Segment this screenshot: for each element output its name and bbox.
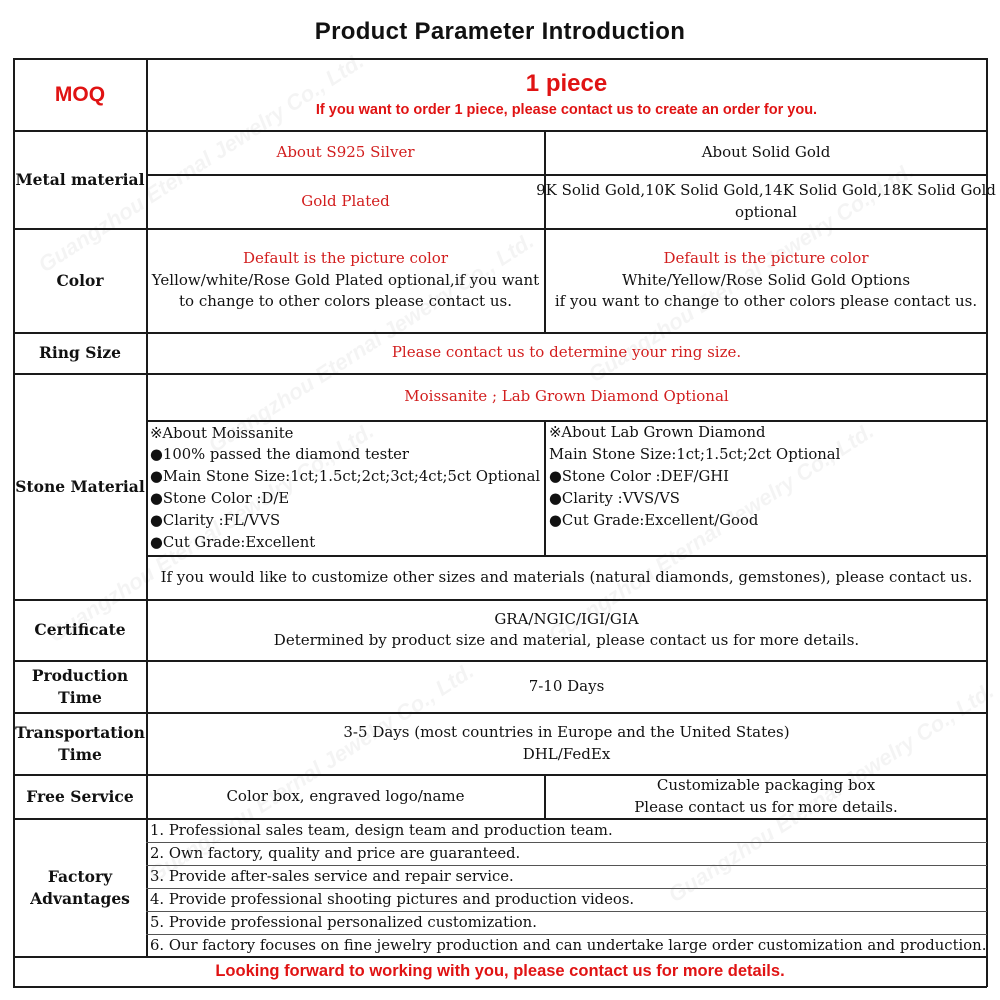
factory-label-line: Factory [47, 867, 113, 886]
lab-diamond-line: ●Cut Grade:Excellent/Good [549, 512, 759, 529]
footer-note: Looking forward to working with you, please contact us for more details. [215, 961, 785, 980]
moissanite-line: ●Main Stone Size:1ct;1.5ct;2ct;3ct;4ct;5ct Optional [150, 468, 541, 486]
footer-cell [14, 957, 986, 986]
moq-label-cell [14, 59, 146, 130]
transport-label-line: Time [58, 744, 102, 764]
color-silver-cell [147, 229, 544, 332]
moissanite-details [147, 421, 544, 555]
moissanite-line: ●100% passed the diamond tester [150, 446, 410, 464]
lab-diamond-line: ※About Lab Grown Diamond [549, 424, 766, 441]
color-gold-line: White/Yellow/Rose Solid Gold Options [621, 270, 911, 289]
production-label-line: Production [31, 666, 129, 685]
moq-value: 1 piece [525, 69, 608, 97]
color-silver-line: Yellow/white/Rose Gold Plated optional,if you want [151, 270, 540, 289]
transport-carriers: DHL/FedEx [522, 744, 611, 763]
gold-karat-line: 9K Solid Gold,10K Solid Gold,14K Solid Gold,18K Solid Gold [536, 181, 996, 199]
transport-time-label [14, 713, 146, 774]
gold-karat-options [536, 175, 996, 228]
color-label: Color [56, 270, 104, 290]
moissanite-line: ※About Moissanite [150, 424, 294, 442]
moissanite-line: ●Stone Color :D/E [150, 490, 290, 507]
free-service-right [546, 775, 986, 818]
list-item: 2. Own factory, quality and price are guaranteed. [150, 845, 521, 863]
silver-option: About S925 Silver [276, 142, 415, 161]
list-item: 4. Provide professional shooting pictures and production videos. [150, 891, 635, 909]
production-time-label [14, 661, 146, 712]
moissanite-line: ●Clarity :FL/VVS [150, 511, 281, 529]
certificate-types: GRA/NGIC/IGI/GIA [494, 609, 639, 628]
certificate-value [147, 600, 986, 660]
table-border-bottom [13, 986, 987, 988]
plated-option: Gold Plated [301, 191, 390, 210]
ring-size-label: Ring Size [38, 343, 122, 363]
packaging-line: Please contact us for more details. [634, 797, 898, 816]
gold-option: About Solid Gold [701, 142, 831, 161]
lab-diamond-line: Main Stone Size:1ct;1.5ct;2ct Optional [549, 446, 841, 463]
production-label-line: Time [58, 687, 102, 707]
page-title: Product Parameter Introduction [314, 18, 686, 45]
ring-size-value: Please contact us to determine your ring size. [391, 343, 742, 362]
certificate-note: Determined by product size and material, please contact us for more details. [273, 631, 860, 649]
moq-note: If you want to order 1 piece, please contact us to create an order for you. [315, 101, 818, 118]
list-item: 5. Provide professional personalized customization. [150, 914, 537, 932]
moq-label: MOQ [54, 82, 106, 106]
free-service-left: Color box, engraved logo/name [226, 786, 465, 805]
stone-options: Moissanite ; Lab Grown Diamond Optional [404, 387, 729, 406]
packaging-line: Customizable packaging box [656, 776, 876, 794]
production-time-value: 7-10 Days [528, 676, 605, 695]
transport-label-line: Transportation [15, 723, 145, 742]
color-default-note: Default is the picture color [243, 249, 448, 268]
metal-label: Metal material [15, 169, 145, 189]
moq-value-cell [147, 59, 986, 130]
certificate-label: Certificate [34, 620, 126, 640]
factory-advantages-label [14, 819, 146, 956]
color-gold-cell [546, 229, 986, 332]
list-item: 1. Professional sales team, design team and production team. [150, 821, 613, 839]
lab-diamond-line: ●Clarity :VVS/VS [549, 490, 680, 507]
color-silver-line: to change to other colors please contact us. [179, 292, 512, 311]
lab-diamond-line: ●Stone Color :DEF/GHI [549, 468, 730, 485]
list-item: 6. Our factory focuses on fine jewelry production and can undertake large order customization and production. [150, 936, 987, 954]
free-service-label: Free Service [26, 786, 134, 806]
gold-karat-optional: optional [735, 202, 797, 221]
factory-label-line: Advantages [30, 888, 130, 908]
moissanite-line: ●Cut Grade:Excellent [150, 533, 316, 551]
stone-label: Stone Material [15, 476, 145, 496]
customize-note: If you would like to customize other sizes and materials (natural diamonds, gemstones), please contact us. [160, 567, 973, 586]
transport-time-value [147, 713, 986, 774]
color-default-note: Default is the picture color [663, 249, 869, 268]
list-item: 3. Provide after-sales service and repair service. [150, 868, 514, 886]
lab-diamond-details [546, 421, 986, 555]
transport-days: 3-5 Days (most countries in Europe and the United States) [343, 723, 790, 741]
color-gold-line: if you want to change to other colors please contact us. [554, 292, 978, 311]
